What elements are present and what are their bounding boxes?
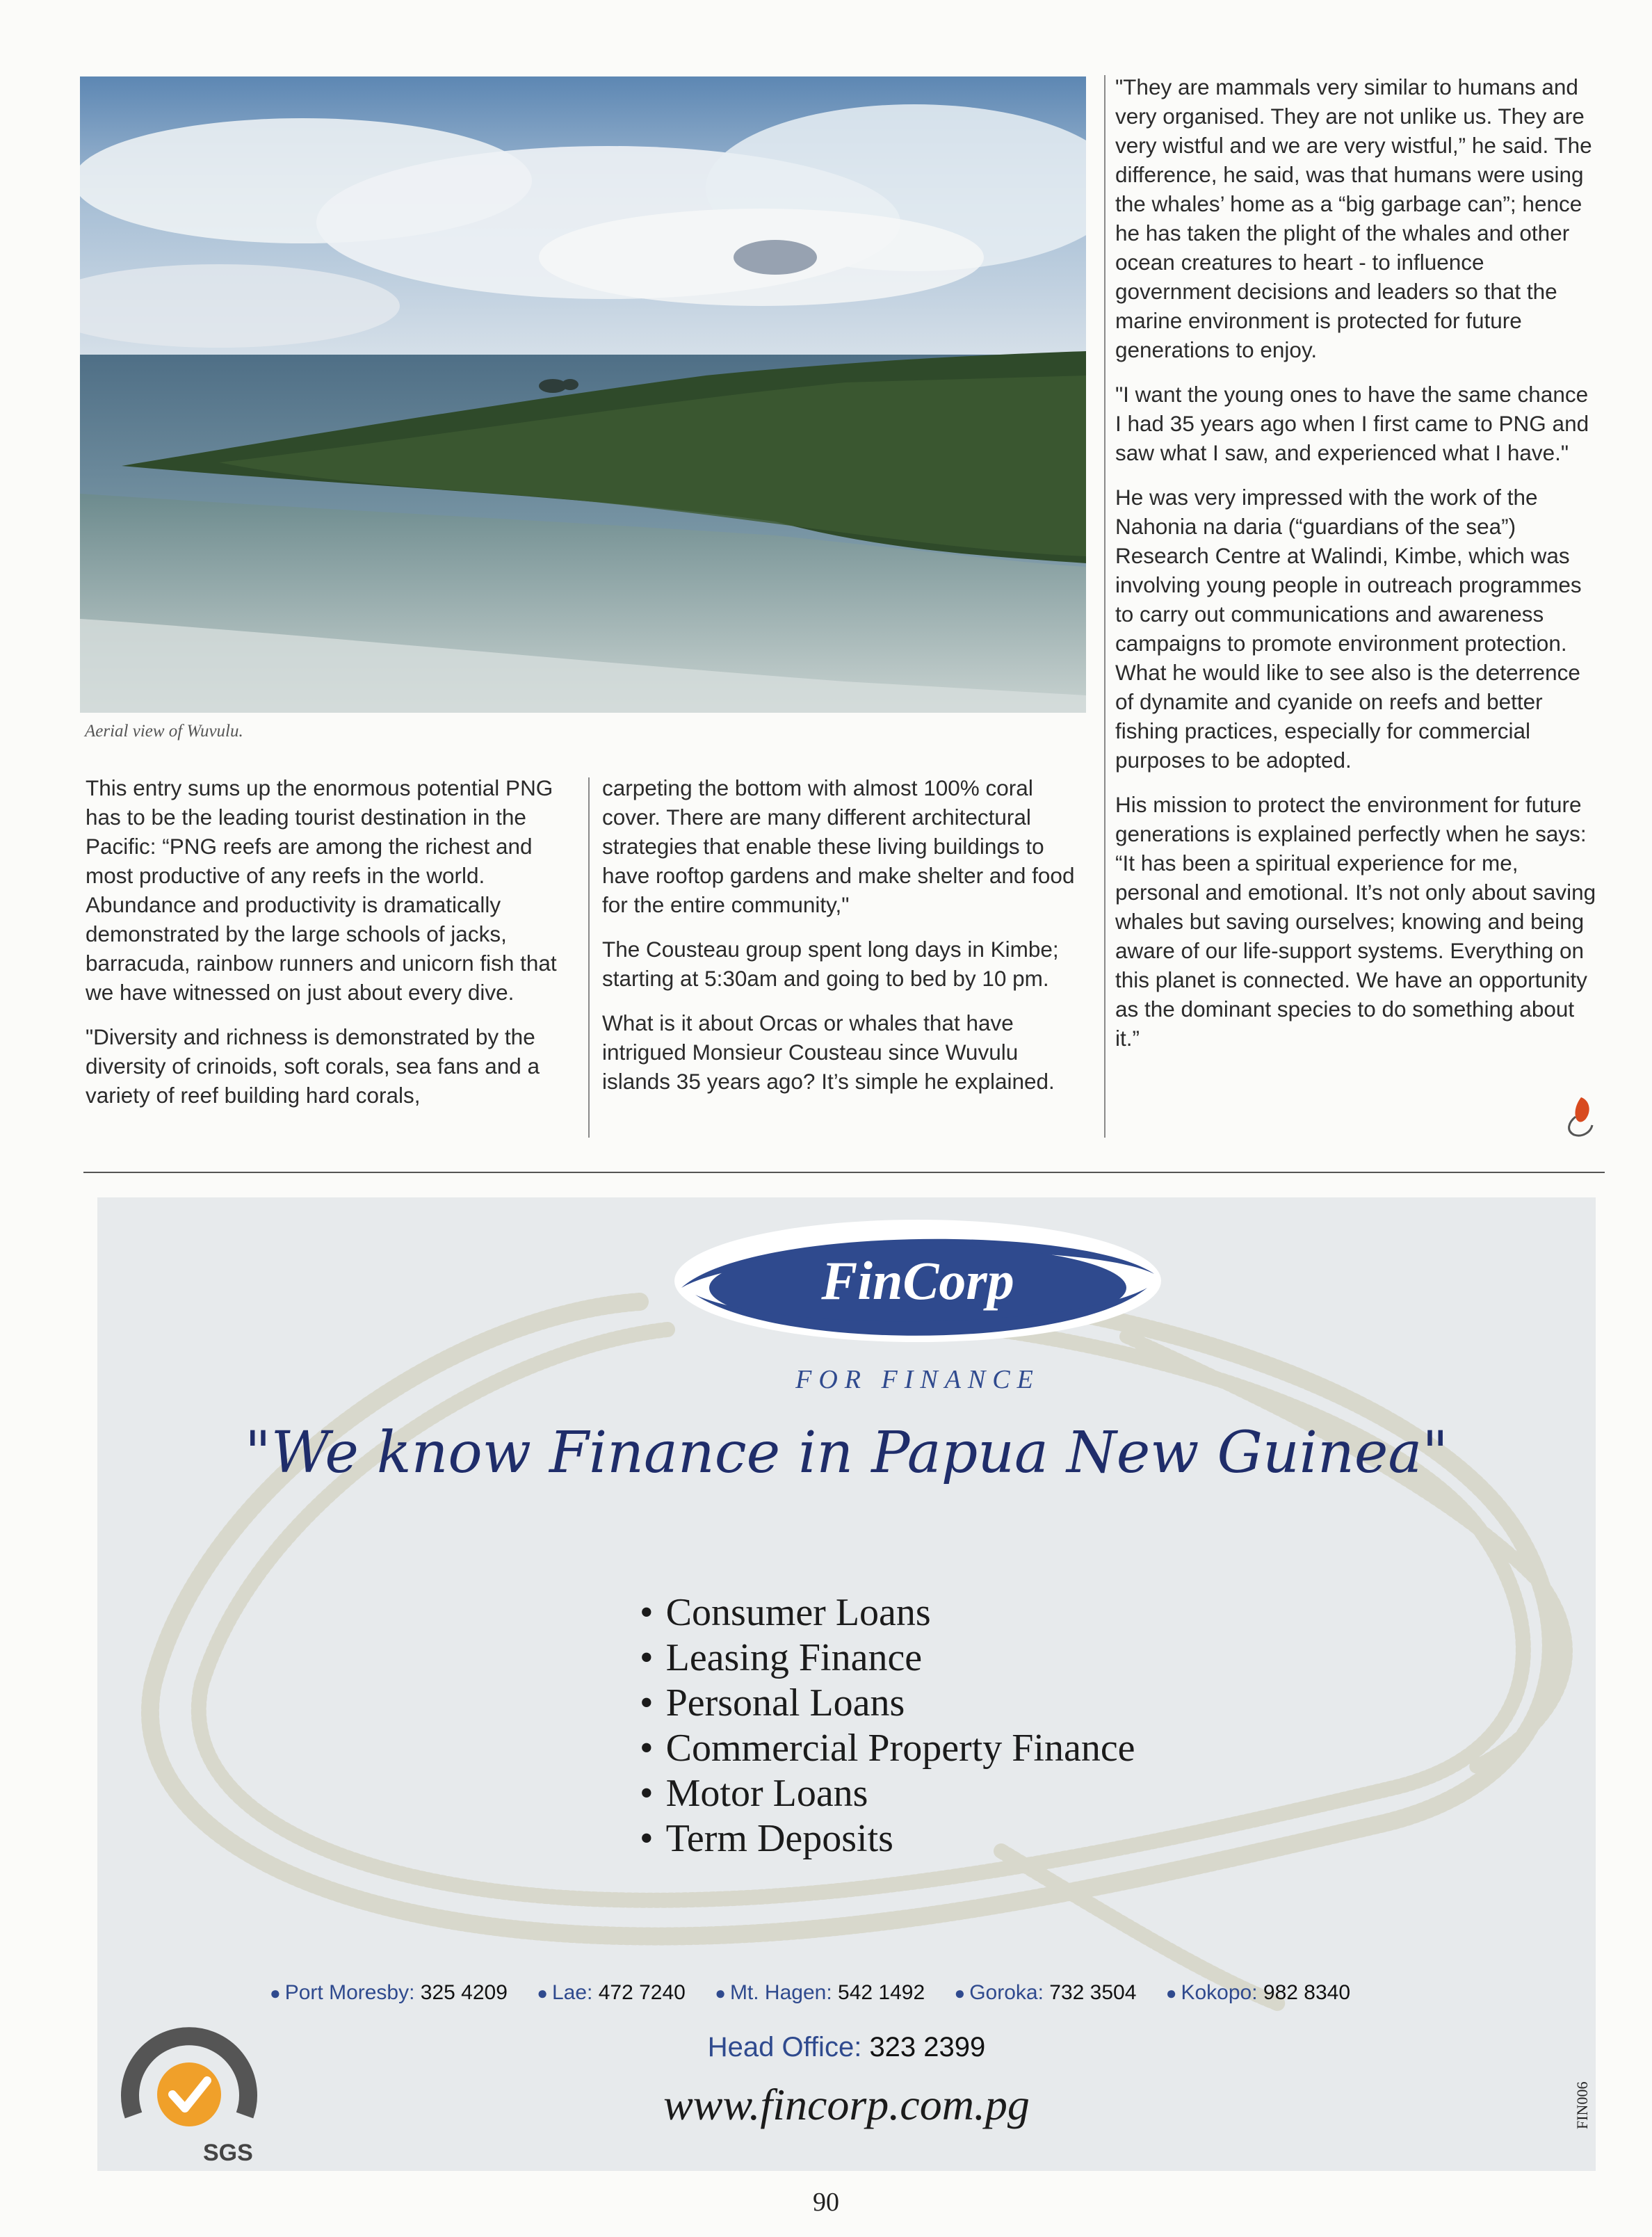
article-column-2 — [602, 773, 1082, 1111]
bullet-icon: ● — [715, 1982, 726, 2003]
branch-contact: ● Kokopo: 982 8340 — [1165, 1981, 1351, 2004]
branch-contact: ● Port Moresby: 325 4209 — [270, 1981, 508, 2004]
branch-contacts — [270, 1981, 1591, 2005]
bullet-icon: ● — [1165, 1982, 1177, 2003]
branch-contact: ● Goroka: 732 3504 — [954, 1981, 1137, 2004]
service-item: • Leasing Finance — [640, 1636, 1135, 1681]
bird-of-paradise-end-icon — [1562, 1092, 1596, 1138]
bullet-icon: ● — [537, 1982, 548, 2003]
article-column-1 — [86, 773, 565, 1125]
service-item: • Term Deposits — [640, 1816, 1135, 1862]
head-office: Head Office: 323 2399 — [707, 2032, 986, 2062]
brand-name: FinCorp — [821, 1250, 1014, 1311]
services-list — [640, 1590, 1135, 1862]
bullet-icon: ● — [270, 1982, 281, 2003]
paragraph: "I want the young ones to have the same chance I had 35 years ago when I first came to PNG and saw what I saw, and experienced what I have." — [1115, 382, 1589, 465]
paragraph: This entry sums up the enormous potential PNG has to be the leading tourist destination in the Pacific: “PNG reefs are among the richest and most productive of any reefs in the world. Abundance and productivity is dramatically demonstrated by the large schools of jacks, barracuda, rainbow runners and unicorn fish that we have witnessed on just about every dive. — [86, 775, 557, 1005]
service-item: • Personal Loans — [640, 1681, 1135, 1726]
page-number: 90 — [813, 2188, 839, 2217]
paragraph: What is it about Orcas or whales that have intrigued Monsieur Cousteau since Wuvulu islands 35 years ago? It’s simple he explained. — [602, 1010, 1055, 1094]
sgs-certification-seal — [113, 2011, 266, 2167]
paragraph: The Cousteau group spent long days in Kimbe; starting at 5:30am and going to bed by 10 pm. — [602, 937, 1059, 991]
paragraph: "Diversity and richness is demonstrated by the diversity of crinoids, soft corals, sea fans and a variety of reef building hard corals, — [86, 1024, 540, 1108]
photo-caption: Aerial view of Wuvulu. — [85, 722, 243, 741]
branch-contact: ● Lae: 472 7240 — [537, 1981, 686, 2004]
branch-contact: ● Mt. Hagen: 542 1492 — [715, 1981, 925, 2004]
ad-tagline: "We know Finance in Papua New Guinea" — [245, 1420, 1448, 1486]
brand-subtitle: FOR FINANCE — [795, 1365, 1040, 1394]
website-link[interactable]: www.fincorp.com.pg — [663, 2080, 1030, 2129]
service-item: • Commercial Property Finance — [640, 1726, 1135, 1771]
paragraph: He was very impressed with the work of the Nahonia na daria (“guardians of the sea”) Research Centre at Walindi, Kimbe, which was involving young people in outreach programmes to carry out communications and awareness campaigns to promote environment protection. What he would like to see also is the deterrence of dynamite and cyanide on reefs and better fishing practices, especially for commercial purposes to be adopted. — [1115, 485, 1582, 773]
paragraph: His mission to protect the environment for future generations is explained perfectly when he says: “It has been a spiritual experience for me, personal and emotional. It’s not only about saving whales but saving ourselves; knowing and being aware of our life-support systems. Everything on this planet is connected. We have an opportunity as the dominant species to do something about it.” — [1115, 792, 1596, 1051]
paragraph: carpeting the bottom with almost 100% coral cover. There are many different architectural strategies that enable these living buildings to have rooftop gardens and make shelter and food for the entire community," — [602, 775, 1075, 917]
fincorp-advert — [97, 1197, 1596, 2171]
column-divider — [1104, 75, 1106, 1138]
service-item: • Consumer Loans — [640, 1590, 1135, 1636]
article-column-3 — [1115, 72, 1598, 1068]
aerial-photo — [80, 76, 1086, 713]
service-item: • Motor Loans — [640, 1771, 1135, 1816]
section-divider — [83, 1172, 1605, 1173]
paragraph: "They are mammals very similar to humans and very organised. They are not unlike us. They are very wistful and we are very wistful,” he said. The difference, he said, was that humans were using the whales’ home as a “big garbage can”; hence he has taken the plight of the whales and other ocean creatures to heart - to influence government decisions and leaders so that the marine environment is protected for future generations to enjoy. — [1115, 74, 1592, 362]
bullet-icon: ● — [954, 1982, 966, 2003]
svg-text:SGS: SGS — [203, 2140, 253, 2166]
ad-code: FIN006 — [1573, 2081, 1591, 2129]
column-divider — [588, 777, 590, 1138]
